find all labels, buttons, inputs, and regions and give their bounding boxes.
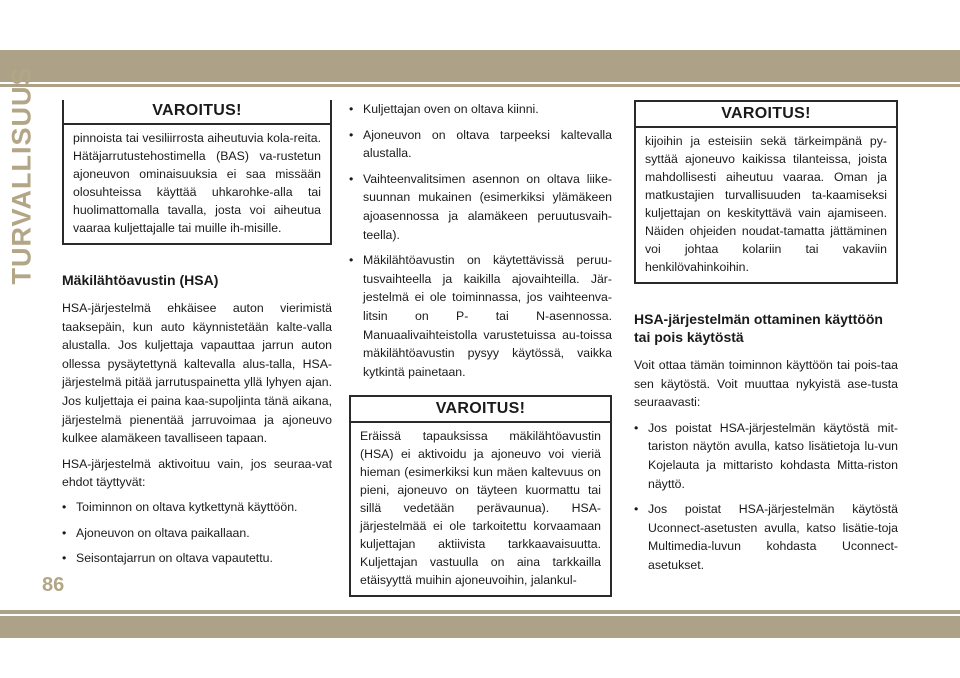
- hsa-toggle-heading: HSA-järjestelmän ottaminen käyttöön tai pois käytöstä: [634, 311, 883, 345]
- top-margin: [0, 0, 960, 50]
- hsa-description: HSA-järjestelmä ehkäisee auton vierimistä taaksepäin, kun auto käynnistetään kalte-valla alustalla. Jos kuljettaja vapauttaa jarrun auton ollessa pysäytettynä kaltevalla alus-talla, HSA-järjestelmä pitää jarrutuspainetta yllä lyhyen ajan. Jos kuljettaja ei paina kaa-supoljinta tänä aikana, järjestelmä pienentää jarruvoimaa ja ajoneuvo kulkee alamäkeen tavalliseen tapaan.: [62, 301, 332, 446]
- toggle-list: [634, 419, 898, 575]
- warning-text: Eräissä tapauksissa mäkilähtöavustin (HSA) ei aktivoidu ja ajoneuvo voi vieriä hieman (esimerkiksi kun mäen kaltevuus on pieni, ajoneuvo on täyteen kuormattu tai sillä vedetään perävaunua). HSA-järjestelmää ei ole tarkoitettu korvaamaan kuljettajan aktiivista tarkkaavaisuutta. Kuljettajan vastuulla on aina tarkkailla etäisyyttä muihin ajoneuvoihin, jalankul-: [360, 429, 601, 588]
- conditions-list-2: [349, 100, 612, 381]
- hsa-heading: Mäkilähtöavustin (HSA): [62, 272, 219, 288]
- warning-heading: VAROITUS!: [351, 397, 610, 423]
- warning-box: [349, 395, 612, 597]
- warning-box-continued: [62, 100, 332, 245]
- page-number: 86: [42, 574, 65, 596]
- conditions-list-1: [62, 498, 332, 568]
- column-2: [349, 100, 612, 597]
- bottom-margin: [0, 638, 960, 678]
- list-item: • Toiminnon on oltava kytkettynä käyttöön.: [62, 499, 298, 514]
- warning-heading: VAROITUS!: [64, 100, 330, 125]
- column-1: [62, 100, 332, 568]
- warning-text: kijoihin ja esteisiin sekä tärkeimpänä py-syttää ajoneuvo kaikissa tilanteissa, joista mahdollisesti aiheutuu vaaraa. Oman ja matkustajien turvallisuuden ta-kaamiseksi kuljettajan on keskityttävä vain ajamiseen. Näiden ohjeiden noudat-tamatta jättäminen voi johtaa kolariin tai vakaviin henkilövahinkoihin.: [645, 134, 887, 274]
- list-item: • Kuljettajan oven on oltava kiinni.: [349, 102, 539, 116]
- list-item: • Jos poistat HSA-järjestelmän käytöstä mit-tariston näytön avulla, katso lisätietoja lu-vun Kojelauta ja mittaristo kohdasta Mitta-riston näyttö.: [634, 420, 898, 491]
- hsa-conditions-intro: HSA-järjestelmä aktivoituu vain, jos seuraa-vat ehdot täyttyvät:: [62, 456, 332, 490]
- list-item: • Seisontajarrun on oltava vapautettu.: [62, 551, 273, 566]
- list-item: • Jos poistat HSA-järjestelmän käytöstä Uconnect-asetusten avulla, katso lisätie-toja Multimedia-luvun kohdasta Uconnect-asetukset.: [634, 502, 898, 572]
- warning-box-continued: [634, 100, 898, 284]
- list-item: • Ajoneuvon on oltava tarpeeksi kaltevalla alustalla.: [349, 127, 612, 161]
- warning-text: pinnoista tai vesiliirrosta aiheutuvia kola-reita. Hätäjarrutustehostimella (BAS) va-rustetun ajoneuvon ominaisuuksia ei saa missään olosuhteissa käyttää uhkarohke-alla tai huolimattomalla tavalla, josta voi aiheutua vaaraa kuljettajalle tai muille ih-misille.: [73, 131, 321, 235]
- list-item: • Mäkilähtöavustin on käytettävissä peruu-tusvaihteella ja kaikilla ajovaihteilla. Jär-jestelmä ei ole toiminnassa, jos vaihteenva-litsin on P- tai N-asennossa. Manuaalivaihteistolla varustetuissa au-toissa mäkilähtöavustin pysyy käytössä, vaikka kytkintä painetaan.: [349, 253, 612, 379]
- column-3: [634, 100, 898, 575]
- header-band: [0, 50, 960, 82]
- footer-rule: [0, 610, 960, 614]
- section-side-title: [4, 65, 40, 285]
- list-item: • Ajoneuvon on oltava paikallaan.: [62, 525, 250, 540]
- header-rule: [0, 84, 960, 87]
- section-title-text: TURVALLISUUS: [6, 65, 37, 285]
- list-item: • Vaihteenvalitsimen asennon on oltava liike-suunnan mukainen (esimerkiksi ylämäkeen ajoasennossa ja alamäkeen peruutusvaih-teella).: [349, 171, 612, 242]
- hsa-toggle-intro: Voit ottaa tämän toiminnon käyttöön tai pois-taa sen käytöstä. Voit muuttaa nykyistä ase-tusta seuraavasti:: [634, 358, 898, 410]
- warning-heading: VAROITUS!: [636, 102, 896, 128]
- footer-band: [0, 616, 960, 638]
